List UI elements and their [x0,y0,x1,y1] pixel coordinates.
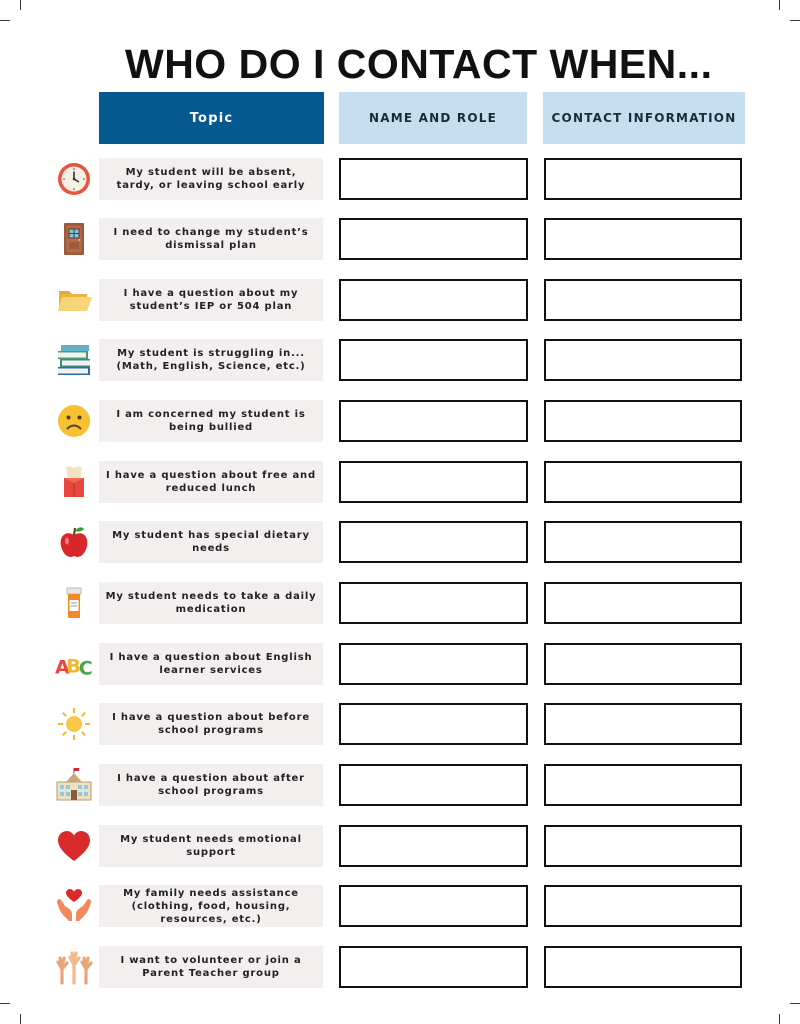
table-row [0,339,800,381]
name-role-column-header: NAME AND ROLE [339,92,527,144]
topic-cell: My family needs assistance (clothing, food, housing, resources, etc.) [99,885,323,927]
contact-info-field[interactable] [544,158,742,200]
contact-info-field[interactable] [544,521,742,563]
crop-mark [779,1014,780,1024]
contact-info-field[interactable] [544,400,742,442]
topic-cell: I have a question about before school programs [99,703,323,745]
table-row [0,885,800,927]
contact-info-field[interactable] [544,885,742,927]
sad-face-icon [55,403,93,439]
table-row [0,461,800,503]
topic-cell: I have a question about English learner services [99,643,323,685]
clock-icon [55,161,93,197]
crop-mark [0,20,10,21]
name-role-field[interactable] [339,461,528,503]
table-row [0,582,800,624]
crop-mark [20,1014,21,1024]
name-role-field[interactable] [339,521,528,563]
name-role-field[interactable] [339,158,528,200]
topic-cell: My student will be absent, tardy, or leaving school early [99,158,323,200]
name-role-field[interactable] [339,885,528,927]
school-building-icon [55,767,93,803]
table-row [0,218,800,260]
table-row [0,279,800,321]
table-row [0,643,800,685]
sun-icon [55,706,93,742]
table-row [0,521,800,563]
name-role-field[interactable] [339,946,528,988]
name-role-field[interactable] [339,825,528,867]
apple-icon [55,524,93,560]
contact-info-field[interactable] [544,703,742,745]
name-role-field[interactable] [339,279,528,321]
page-title: WHO DO I CONTACT WHEN... [125,41,713,87]
contact-info-field[interactable] [544,218,742,260]
topic-cell: My student has special dietary needs [99,521,323,563]
heart-icon [55,828,93,864]
topic-cell: My student needs emotional support [99,825,323,867]
topic-cell: My student needs to take a daily medication [99,582,323,624]
table-row [0,158,800,200]
contact-info-field[interactable] [544,339,742,381]
topic-cell: I have a question about free and reduced lunch [99,461,323,503]
table-row [0,946,800,988]
door-icon [55,221,93,257]
raised-hands-icon [55,949,93,985]
table-row [0,764,800,806]
hands-heart-icon [55,888,93,924]
svg-text:B: B [66,655,81,678]
contact-info-field[interactable] [544,825,742,867]
contact-info-field[interactable] [544,764,742,806]
name-role-field[interactable] [339,218,528,260]
table-row [0,400,800,442]
topic-cell: I want to volunteer or join a Parent Teacher group [99,946,323,988]
contact-info-field[interactable] [544,461,742,503]
folder-icon [55,282,93,318]
topic-cell: I have a question about after school programs [99,764,323,806]
name-role-field[interactable] [339,339,528,381]
name-role-field[interactable] [339,703,528,745]
contact-info-field[interactable] [544,279,742,321]
topic-cell: I am concerned my student is being bullied [99,400,323,442]
contact-column-header: CONTACT INFORMATION [543,92,745,144]
name-role-field[interactable] [339,643,528,685]
name-role-field[interactable] [339,582,528,624]
svg-text:C: C [78,657,93,680]
svg-text:A: A [55,656,70,679]
table-row [0,703,800,745]
crop-mark [0,1003,10,1004]
name-role-field[interactable] [339,400,528,442]
contact-info-field[interactable] [544,582,742,624]
pill-bottle-icon [55,585,93,621]
name-role-field[interactable] [339,764,528,806]
topic-cell: My student is struggling in... (Math, English, Science, etc.) [99,339,323,381]
contact-info-field[interactable] [544,946,742,988]
contact-info-field[interactable] [544,643,742,685]
abc-icon [55,646,93,682]
table-row [0,825,800,867]
crop-mark [779,0,780,10]
topic-cell: I need to change my student’s dismissal plan [99,218,323,260]
topic-column-header: Topic [99,92,324,144]
crop-mark [20,0,21,10]
crop-mark [790,20,800,21]
crop-mark [790,1003,800,1004]
topic-cell: I have a question about my student’s IEP or 504 plan [99,279,323,321]
books-icon [55,342,93,378]
lunch-icon [55,464,93,500]
